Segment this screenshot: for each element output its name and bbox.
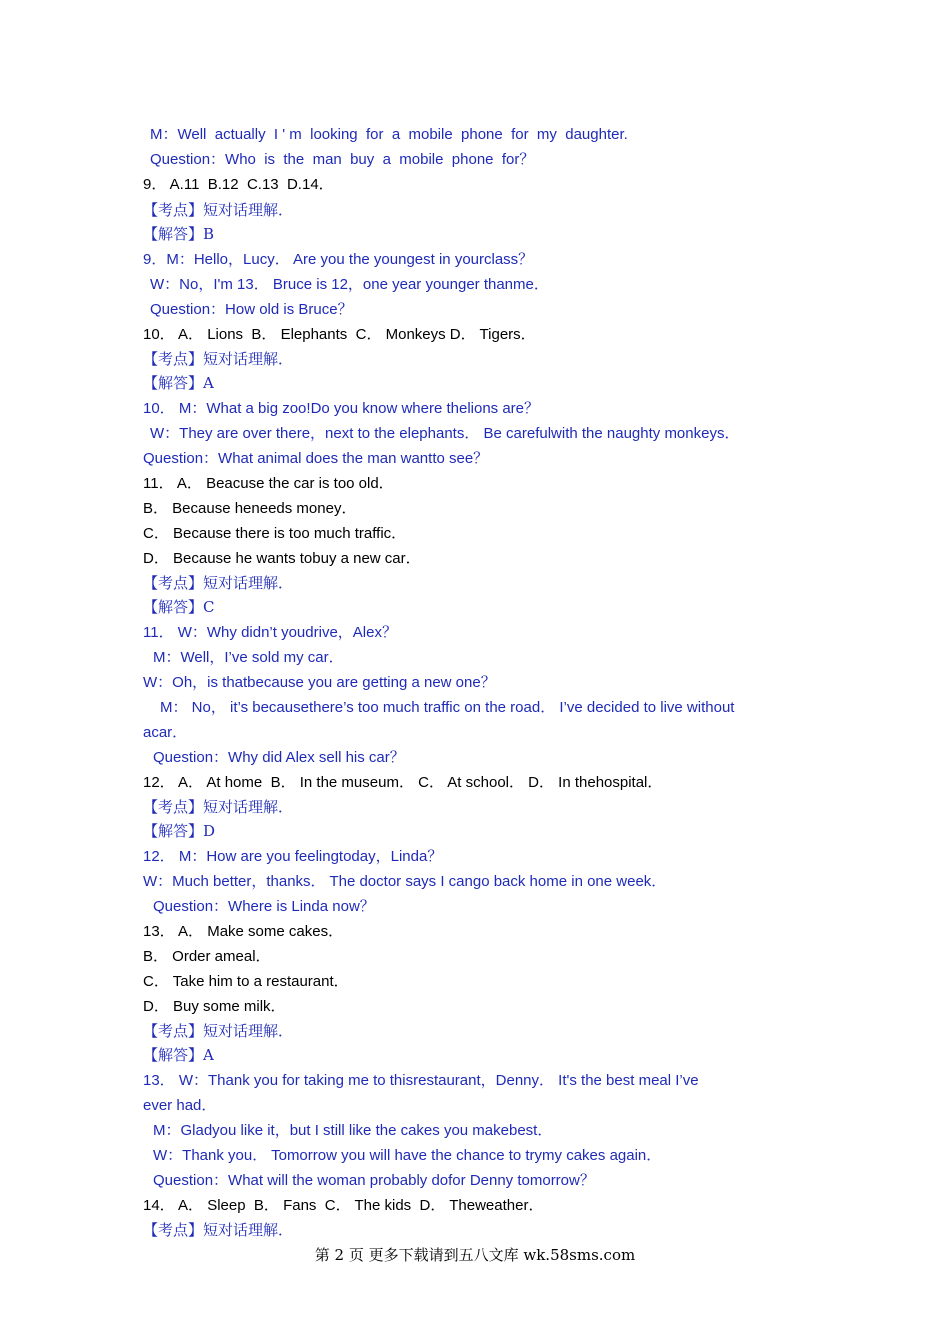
dialogue-line: W：They are over there，next to the elephants． Be carefulwith the naughty monkeys． (150, 425, 740, 442)
answer-options: 10． A． Lions B． Elephants C． Monkeys D． Tigers． (143, 326, 536, 343)
kaodian-line: 【考点】短对话理解． (143, 574, 294, 592)
jieda-line: 【解答】C (143, 598, 215, 616)
dialogue-line-continued: ever had． (143, 1097, 217, 1114)
dialogue-line: M：Well actually I ' m looking for a mobile phone for my daughter. (150, 126, 628, 143)
dialogue-line: W：Thank you． Tomorrow you will have the chance to trymy cakes again． (153, 1147, 662, 1164)
question-line: Question：Why did Alex sell his car？ (153, 749, 405, 766)
dialogue-line: 11． W：Why didn’t youdrive，Alex？ (143, 624, 397, 641)
jieda-line: 【解答】A (143, 374, 214, 392)
answer-option: B． Order ameal． (143, 948, 271, 965)
dialogue-line: W：Much better，thanks． The doctor says I cango back home in one week． (143, 873, 667, 890)
dialogue-line: 10． M：What a big zoo!Do you know where thelions are？ (143, 400, 540, 417)
answer-options: 14． A． Sleep B． Fans C． The kids D． Theweather． (143, 1197, 544, 1214)
kaodian-line: 【考点】短对话理解． (143, 350, 294, 368)
page-footer: 第 2 页 更多下载请到五八文库 wk.58sms.com (314, 1246, 636, 1264)
answer-options: 9． A.11 B.12 C.13 D.14． (143, 176, 334, 193)
dialogue-line: 13． W：Thank you for taking me to thisrestaurant，Denny． It's the best meal I’ve (143, 1072, 699, 1089)
kaodian-line: 【考点】短对话理解． (143, 798, 294, 816)
question-line: Question：How old is Bruce？ (150, 301, 353, 318)
answer-option: D． Because he wants tobuy a new car． (143, 550, 421, 567)
dialogue-line: M： No， it’s becausethere’s too much traffic on the road． I’ve decided to live without (160, 699, 735, 716)
kaodian-line: 【考点】短对话理解． (143, 1022, 294, 1040)
dialogue-line: W：No，I'm 13． Bruce is 12，one year younger thanme． (150, 276, 549, 293)
answer-option: 13． A． Make some cakes． (143, 923, 344, 940)
answer-options: 12． A． At home B． In the museum． C． At school． D． In thehospital． (143, 774, 663, 791)
jieda-line: 【解答】A (143, 1046, 214, 1064)
answer-option: D． Buy some milk． (143, 998, 286, 1015)
question-line: Question：Who is the man buy a mobile phone for？ (150, 151, 535, 168)
question-line: Question：What animal does the man wantto see？ (143, 450, 489, 467)
dialogue-line: W：Oh，is thatbecause you are getting a new one？ (143, 674, 496, 691)
dialogue-line-continued: acar． (143, 724, 188, 741)
kaodian-line: 【考点】短对话理解． (143, 1221, 294, 1239)
answer-option: B． Because heneeds money． (143, 500, 357, 517)
kaodian-line: 【考点】短对话理解． (143, 201, 294, 219)
question-line: Question：Where is Linda now？ (153, 898, 375, 915)
dialogue-line: M：Gladyou like it，but I still like the cakes you makebest． (153, 1122, 553, 1139)
question-line: Question：What will the woman probably dofor Denny tomorrow？ (153, 1172, 595, 1189)
dialogue-line: M：Well，I’ve sold my car． (153, 649, 344, 666)
dialogue-line: 9．M：Hello，Lucy． Are you the youngest in yourclass？ (143, 251, 534, 268)
jieda-line: 【解答】B (143, 225, 215, 243)
answer-option: 11． A． Beacuse the car is too old． (143, 475, 394, 492)
jieda-line: 【解答】D (143, 822, 216, 840)
answer-option: C． Because there is too much traffic． (143, 525, 407, 542)
answer-option: C． Take him to a restaurant． (143, 973, 349, 990)
dialogue-line: 12． M：How are you feelingtoday，Linda？ (143, 848, 443, 865)
